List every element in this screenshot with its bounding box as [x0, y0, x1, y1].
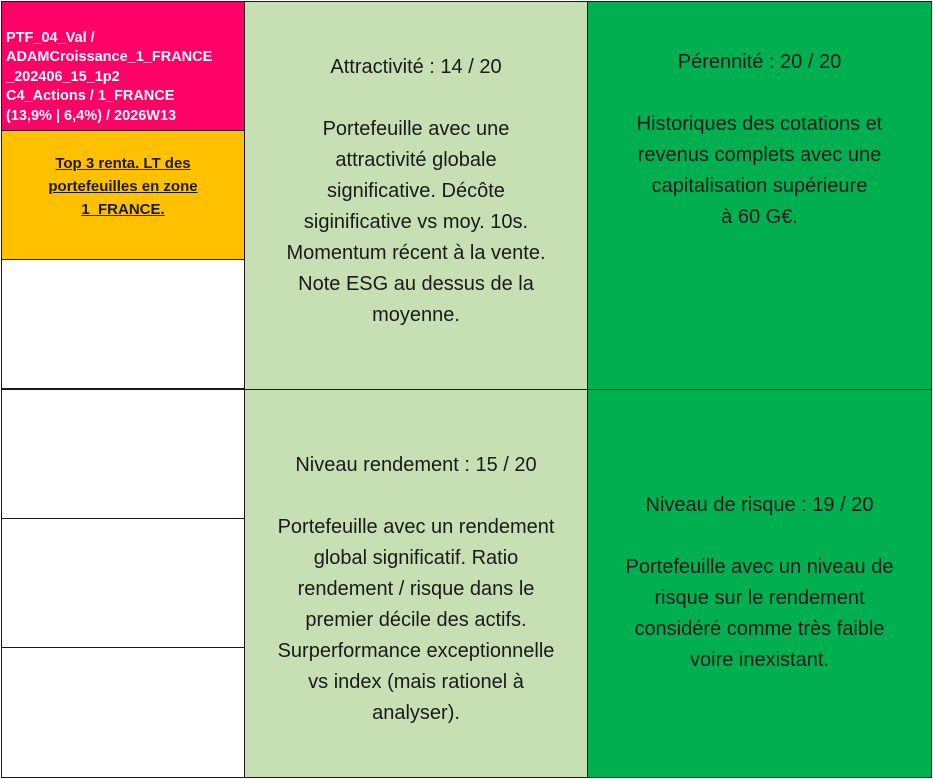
- empty-cell[interactable]: [1, 647, 245, 778]
- empty-cell[interactable]: [1, 518, 245, 648]
- attractivite-block[interactable]: [244, 1, 588, 390]
- rendement-title: Niveau rendement : 15 / 20: [295, 454, 537, 476]
- top3-link[interactable]: Top 3 renta. LT des portefeuilles en zone 1_FRANCE.: [48, 154, 198, 218]
- portfolio-label: PTF_04_Val / ADAMCroissance_1_FRANCE _202406_15_1p2 C4_Actions / 1_FRANCE (13,9% | 6,4%) / 2026W13: [6, 29, 213, 124]
- risque-description: Portefeuille avec un niveau de risque sur le rendement considéré comme très faible voire inexistant.: [625, 555, 894, 671]
- perennite-title: Pérennité : 20 / 20: [677, 50, 842, 73]
- perennite-block[interactable]: [587, 1, 932, 390]
- attractivite-title: Attractivité : 14 / 20: [330, 55, 502, 78]
- risque-block[interactable]: [587, 389, 932, 778]
- perennite-description: Historiques des cotations et revenus complets avec une capitalisation supérieure à 60 G€.: [636, 112, 883, 228]
- risque-title: Niveau de risque : 19 / 20: [645, 493, 874, 516]
- empty-cell[interactable]: [1, 389, 245, 519]
- rendement-block[interactable]: [244, 389, 588, 778]
- rendement-description: Portefeuille avec un rendement global significatif. Ratio rendement / risque dans le premier décile des actifs. Surperformance exceptionnelle vs index (mais rationel à analyser).: [277, 516, 555, 724]
- top3-cell[interactable]: [1, 130, 245, 260]
- portfolio-label-cell[interactable]: [1, 1, 245, 131]
- empty-cell[interactable]: [1, 259, 245, 389]
- attractivite-description: Portefeuille avec une attractivité globale significative. Décôte siginificative vs moy. 10s. Momentum récent à la vente. Note ESG au dessus de la moyenne.: [286, 117, 546, 326]
